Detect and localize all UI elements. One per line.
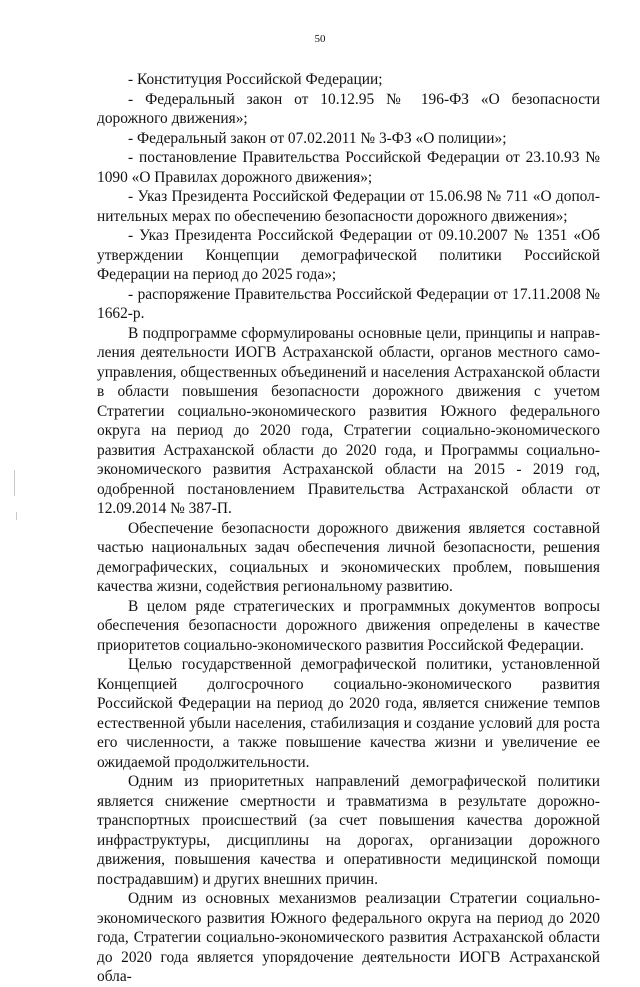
scan-margin-mark	[14, 470, 15, 496]
paragraph-subprogram-goals: В подпрограмме сформулированы основные цели, принципы и направления деятельности ИОГВ Астраханской области, органов местного самоуправления, общественных объединений и населения Астраханской области в области повышения безопасности дорожного движения с учетом Стратегии социально-экономического развития Южного федерального округа на период до 2020 года, Стратегии социально-экономического развития Астраханской области до 2020 года, и Программы социально-экономического развития Астраханской области на 2015 - 2019 год, одобренной постановлением Правительства Астраханской области от 12.09.2014 № 387-П.	[97, 324, 600, 517]
list-item-police-law: - Федеральный закон от 07.02.2011 № 3-ФЗ «О полиции»;	[128, 129, 507, 147]
list-item-traffic-rules-resolution: - постановление Правительства Российской Федерации от 23.10.93 № 1090 «О Правилах дорожного движения»;	[97, 149, 600, 186]
paragraph-priority-directions: Одним из приоритетных направлений демографической политики является снижение смертности и травматизма в результате дорожно-транспортных происшествий (за счет повышения качества дорожной инфраструктуры, дисциплины на дорогах, организации дорожного движения, повышения качества и оперативности медицинской помощи пострадавшим) и других внешних причин.	[97, 773, 600, 888]
document-body	[97, 70, 600, 987]
paragraph-implementation-mechanisms: Одним из основных механизмов реализации Стратегии социально-экономического развития Южного федерального округа на период до 2020 года, Стратегии социально-экономического развития Астраханской области до 2020 года является упорядочение деятельности ИОГВ Астраханской обла-	[97, 890, 600, 985]
list-item-road-safety-law: - Федеральный закон от 10.12.95 № 196-ФЗ «О безопасности дорожного движения»;	[97, 90, 600, 127]
paragraph-demographic-policy-goal: Целью государственной демографической политики, установленной Концепцией долгосрочного социально-экономического развития Российской Федерации на период до 2020 года, является снижение темпов естественной убыли населения, стабилизация и создание условий для роста его численности, а также повышение качества жизни и увеличение ее ожидаемой продолжительности.	[97, 656, 600, 771]
list-item-government-order-1662: - распоряжение Правительства Российской Федерации от 17.11.2008 № 1662-р.	[97, 285, 600, 322]
scan-margin-mark	[16, 512, 17, 520]
paragraph-strategic-documents: В целом ряде стратегических и программных документов вопросы обеспечения безопасности дорожного движения определены в качестве приоритетов социально-экономического развития Российской Федерации.	[97, 597, 600, 654]
list-item-presidential-decree-711: - Указ Президента Российской Федерации от 15.06.98 № 711 «О дополнительных мерах по обеспечению безопасности дорожного движения»;	[97, 188, 600, 225]
list-item-presidential-decree-1351: - Указ Президента Российской Федерации от 09.10.2007 № 1351 «Об утверждении Концепции демографической политики Российской Федерации на период до 2025 года»;	[97, 227, 600, 283]
list-item-constitution: - Конституция Российской Федерации;	[128, 71, 383, 88]
paragraph-national-tasks: Обеспечение безопасности дорожного движения является составной частью национальных задач обеспечения личной безопасности, решения демографических, социальных и экономических проблем, повышения качества жизни, содействия региональному развитию.	[97, 519, 600, 595]
page-number: 50	[314, 33, 326, 45]
